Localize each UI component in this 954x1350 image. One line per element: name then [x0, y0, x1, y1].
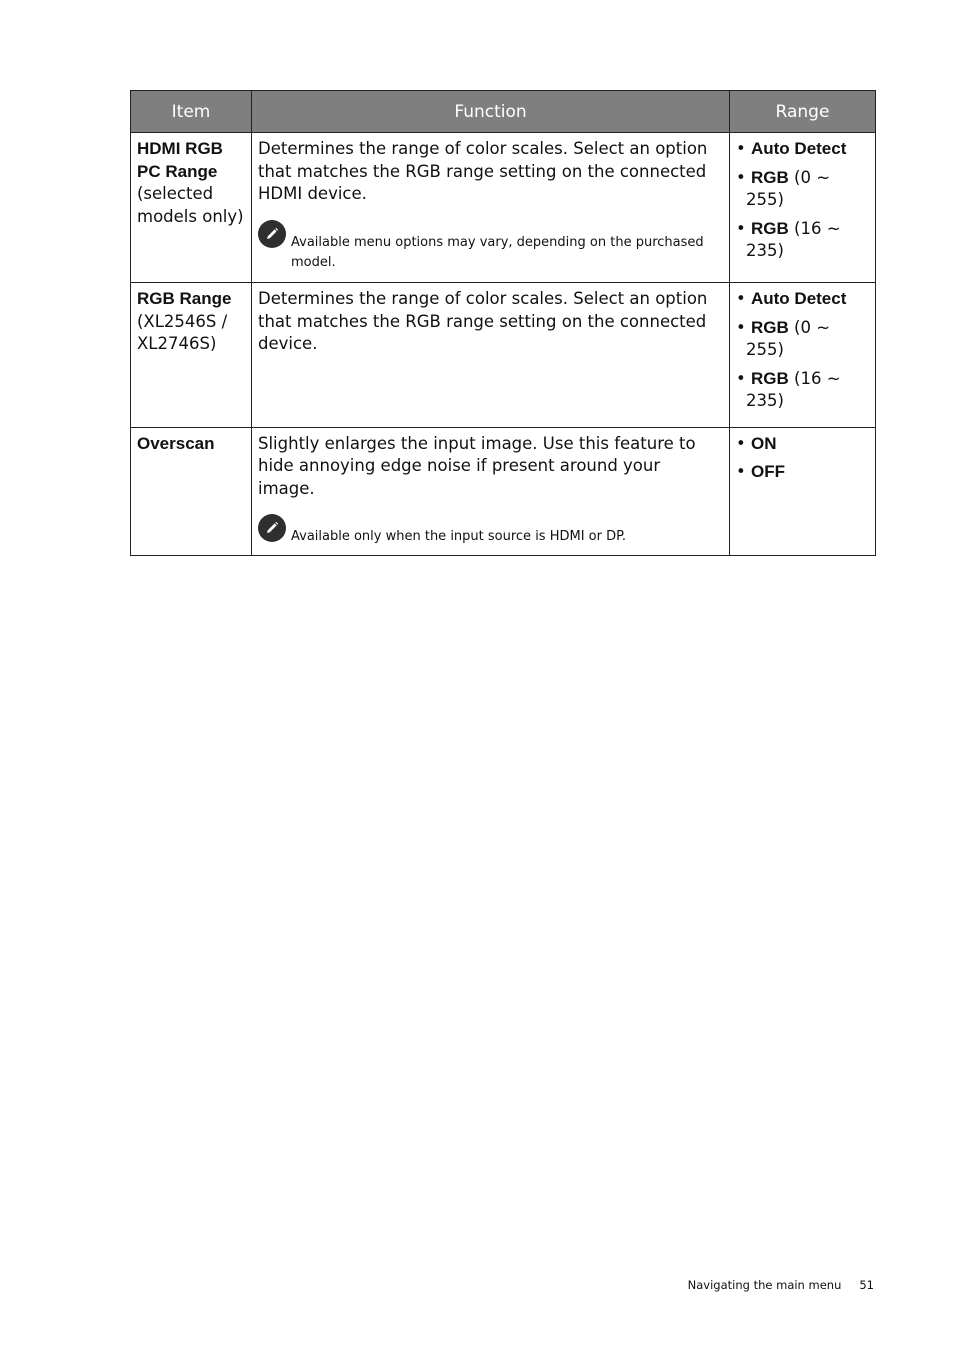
- range-cell: [730, 133, 876, 283]
- note-text: Available only when the input source is HDMI or DP.: [291, 529, 627, 544]
- item-cell: [131, 133, 252, 283]
- range-option: • RGB (0 ~ 255): [736, 317, 831, 359]
- range-cell: [730, 427, 876, 556]
- function-cell: [252, 133, 730, 283]
- header-item: Item: [131, 91, 252, 133]
- table-row: [131, 427, 876, 556]
- function-text: Slightly enlarges the input image. Use this feature to hide annoying edge noise if present around your image.: [258, 433, 696, 498]
- range-option: • Auto Detect: [736, 289, 847, 308]
- settings-table: [130, 90, 876, 556]
- table-row: [131, 133, 876, 283]
- pencil-note-icon: [258, 220, 286, 248]
- item-qualifier: (selected models only): [137, 184, 244, 226]
- table-row: [131, 283, 876, 428]
- note: [258, 514, 721, 547]
- range-option: • RGB (0 ~ 255): [736, 167, 831, 209]
- footer-section-title: Navigating the main menu: [687, 1278, 842, 1292]
- range-option: • Auto Detect: [736, 139, 847, 158]
- range-option: • RGB (16 ~ 235): [736, 218, 841, 260]
- item-cell: [131, 283, 252, 428]
- item-name: HDMI RGB PC Range: [137, 139, 223, 181]
- item-cell: [131, 427, 252, 556]
- note: [258, 220, 721, 273]
- pencil-note-icon: [258, 514, 286, 542]
- function-cell: [252, 427, 730, 556]
- range-option: • OFF: [736, 462, 785, 481]
- page-footer: [688, 1278, 874, 1292]
- function-text: Determines the range of color scales. Select an option that matches the RGB range setting on the connected HDMI device.: [258, 139, 708, 203]
- page-number: 51: [859, 1278, 874, 1292]
- header-range: Range: [730, 91, 876, 133]
- header-function: Function: [252, 91, 730, 133]
- table-header-row: [131, 91, 876, 133]
- function-text: Determines the range of color scales. Select an option that matches the RGB range setting on the connected device.: [258, 289, 708, 353]
- range-option: • ON: [736, 433, 777, 453]
- item-qualifier: (XL2546S / XL2746S): [137, 311, 228, 353]
- function-cell: [252, 283, 730, 428]
- item-name: RGB Range: [137, 289, 232, 308]
- range-option: • RGB (16 ~ 235): [736, 368, 841, 410]
- note-text: Available menu options may vary, depending on the purchased model.: [291, 234, 704, 270]
- item-name: Overscan: [137, 433, 215, 453]
- range-cell: [730, 283, 876, 428]
